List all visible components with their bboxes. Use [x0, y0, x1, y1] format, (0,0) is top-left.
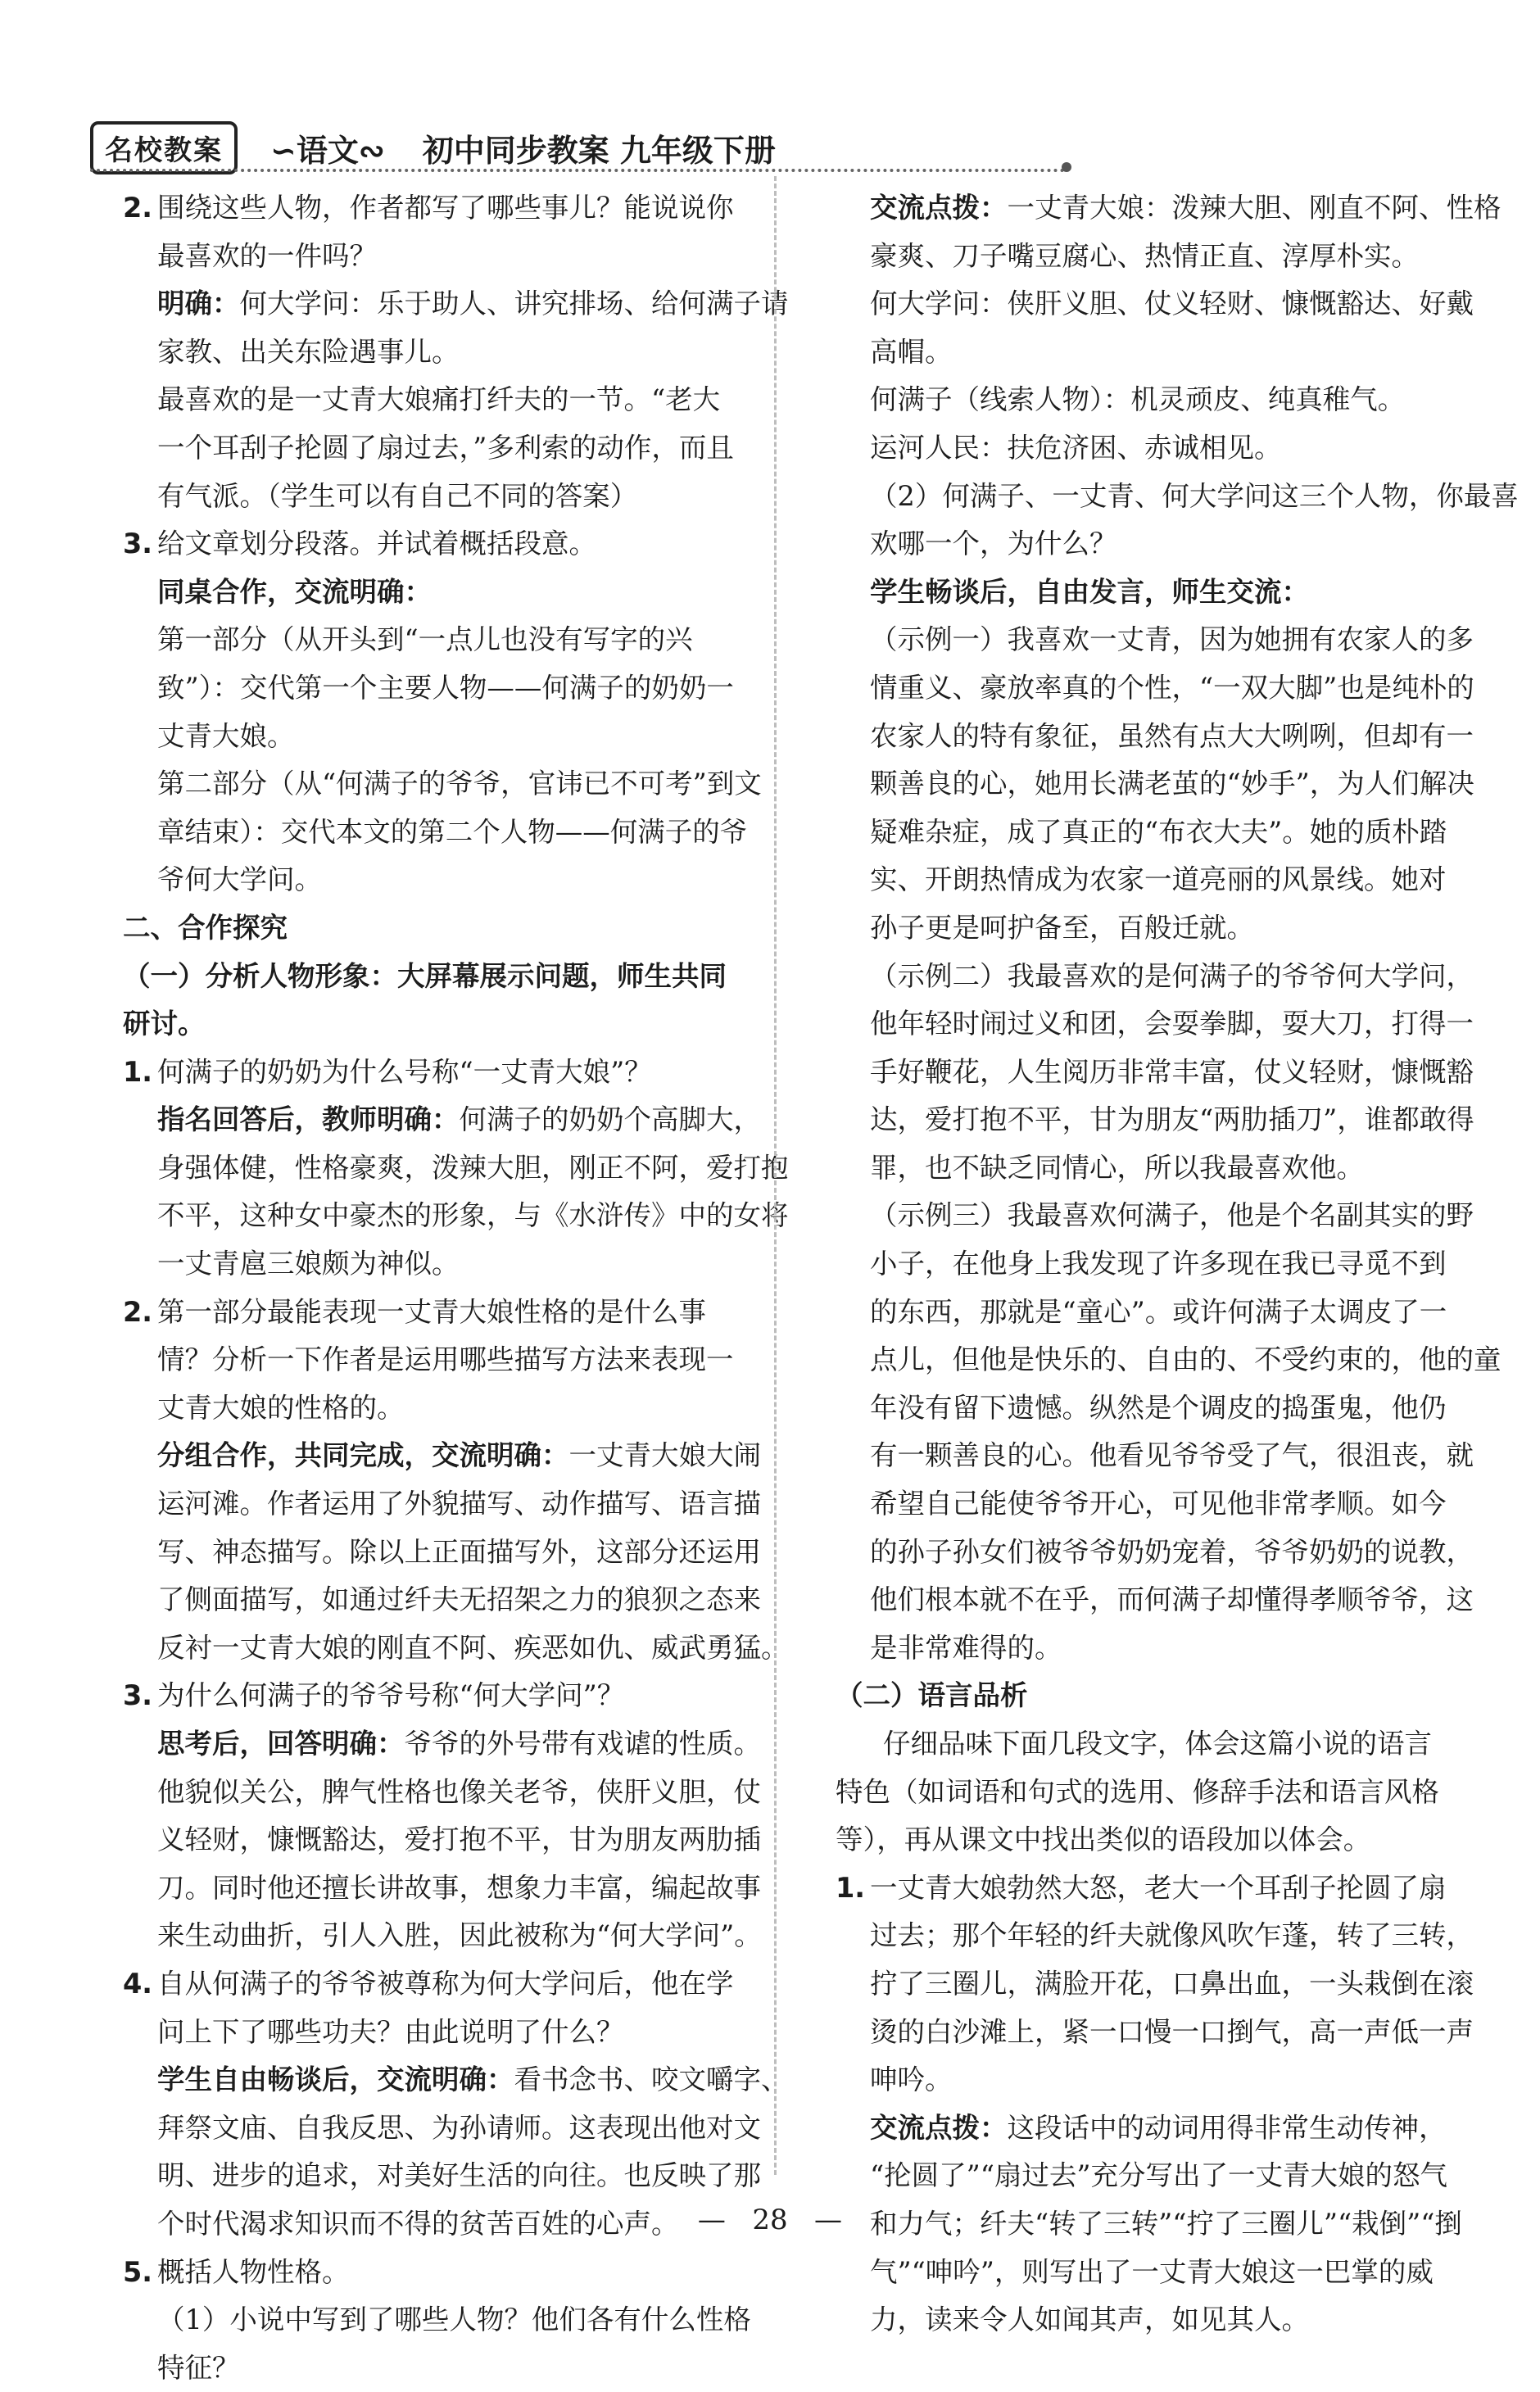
text-line	[836, 1289, 1491, 1337]
text-line	[836, 1384, 1491, 1433]
line-text: 明、进步的追求，对美好生活的向往。也反映了那	[157, 2159, 761, 2192]
section-heading	[123, 904, 778, 953]
text-line	[123, 856, 778, 904]
line-text: 欢哪一个，为什么？	[870, 528, 1117, 560]
text-line	[836, 184, 1502, 233]
text-line	[123, 760, 778, 809]
line-text: 刀。同时他还擅长讲故事，想象力丰富，编起故事	[157, 1871, 761, 1904]
text-line	[123, 2296, 778, 2344]
line-text: （1）小说中写到了哪些人物？他们各有什么性格	[157, 2304, 751, 2336]
text-line	[123, 2056, 789, 2104]
page-number: — 28 —	[697, 2204, 843, 2236]
section-heading	[123, 1000, 778, 1049]
line-text: 颗善良的心，她用长满老茧的“妙手”，为人们解决	[870, 768, 1474, 800]
text-line	[836, 904, 1491, 953]
page-number-value: 28	[752, 2204, 788, 2236]
text-line	[836, 233, 1491, 281]
line-text: 写、神态描写。除以上正面描写外，这部分还运用	[157, 1535, 761, 1568]
text-line	[123, 280, 789, 328]
line-text: 特色（如词语和句式的选用、修辞手法和语言风格	[836, 1775, 1439, 1808]
line-text: 疑难杂症，成了真正的“布衣大夫”。她的质朴踏	[870, 815, 1447, 848]
line-text: 第一部分（从开头到“一点儿也没有写字的兴	[157, 623, 693, 656]
line-text: 身强体健，性格豪爽，泼辣大胆，刚正不阿，爱打抱	[157, 1151, 789, 1184]
text-line	[123, 1192, 789, 1240]
line-text: 拧了三圈儿，满脸开花，口鼻出血，一头栽倒在滚	[870, 1967, 1474, 2000]
text-line	[123, 376, 778, 424]
subject-label: ∽语文∾	[270, 132, 385, 169]
line-text: 这段话中的动词用得非常生动传神，	[1007, 2111, 1447, 2144]
text-line	[836, 664, 1491, 713]
line-text: 是非常难得的。	[870, 1631, 1062, 1664]
line-text: 他貌似关公，脾气性格也像关老爷，侠肝义胆，仗	[157, 1775, 761, 1808]
line-text: 为什么何满子的爷爷号称“何大学问”？	[157, 1679, 625, 1712]
text-line	[836, 1096, 1491, 1144]
text-line	[123, 328, 778, 377]
line-text: 给文章划分段落。并试着概括段意。	[157, 528, 596, 560]
line-text: 自从何满子的爷爷被尊称为何大学问后，他在学	[157, 1967, 734, 2000]
text-line	[836, 1049, 1491, 1097]
section-heading	[836, 1672, 1491, 1720]
line-text: 等），再从课文中找出类似的语段加以体会。	[836, 1823, 1371, 1856]
text-line	[836, 2152, 1491, 2200]
answer-label: 学生自由畅谈后，交流明确：	[157, 2064, 514, 2096]
text-line	[836, 713, 1491, 761]
line-text: 他年轻时闹过义和团，会耍拳脚，耍大刀，打得一	[870, 1008, 1474, 1040]
text-line	[836, 280, 1491, 328]
right-column	[836, 184, 1519, 2344]
question-number: 2.	[123, 192, 153, 224]
line-text: 二、合作探究	[123, 911, 288, 944]
text-line	[123, 1529, 778, 1577]
text-line	[836, 1769, 1491, 1817]
question-line	[123, 1672, 778, 1720]
text-line	[836, 2296, 1491, 2344]
line-text: 第一部分最能表现一丈青大娘性格的是什么事	[157, 1295, 706, 1328]
line-text: 情重义、豪放率真的个性，“一双大脚”也是纯朴的	[870, 671, 1474, 704]
text-line	[123, 1769, 778, 1817]
text-line	[123, 1576, 778, 1624]
text-line	[836, 1432, 1491, 1480]
line-text: 运河滩。作者运用了外貌描写、动作描写、语言描	[157, 1488, 761, 1520]
question-number: 3.	[123, 528, 153, 560]
answer-label: 交流点拨：	[870, 2111, 1008, 2144]
line-text: 罪，也不缺乏同情心，所以我最喜欢他。	[870, 1151, 1364, 1184]
text-line	[836, 953, 1491, 1001]
question-number: 1.	[123, 1055, 153, 1088]
text-line	[123, 1624, 789, 1673]
text-line	[836, 1624, 1491, 1673]
line-text: 概括人物性格。	[157, 2255, 350, 2288]
header-rule-dot	[1062, 162, 1071, 172]
text-line	[123, 1432, 778, 1480]
line-text: 了侧面描写，如通过纤夫无招架之力的狼狈之态来	[157, 1583, 761, 1616]
line-text: 丈青大娘。	[157, 719, 295, 752]
line-text: 一丈青大娘勃然大怒，老大一个耳刮子抡圆了扇	[870, 1871, 1447, 1904]
question-line	[123, 184, 778, 233]
book-title: 初中同步教案 九年级下册	[422, 132, 776, 169]
line-text: （示例一）我喜欢一丈青，因为她拥有农家人的多	[870, 623, 1474, 656]
text-line	[836, 1336, 1502, 1384]
text-line	[836, 520, 1491, 569]
text-line	[836, 1960, 1491, 2009]
line-text: 有气派。（学生可以有自己不同的答案）	[157, 479, 638, 512]
line-text: 不平，这种女中豪杰的形象，与《水浒传》中的女将	[157, 1199, 789, 1232]
line-text: （2）何满子、一丈青、何大学问这三个人物，你最喜	[870, 479, 1519, 512]
answer-label: 思考后，回答明确：	[157, 1728, 405, 1760]
line-text: 有一颗善良的心。他看见爷爷受了气，很沮丧，就	[870, 1439, 1474, 1472]
line-text: 致”）：交代第一个主要人物——何满子的奶奶一	[157, 671, 734, 704]
text-line	[836, 424, 1491, 473]
line-text: 希望自己能使爷爷开心，可见他非常孝顺。如今	[870, 1488, 1447, 1520]
column-divider	[774, 176, 777, 2175]
text-line	[836, 569, 1491, 617]
answer-label: 指名回答后，教师明确：	[157, 1103, 460, 1136]
text-line	[836, 1816, 1491, 1864]
answer-label: 同桌合作，交流明确：	[157, 575, 432, 608]
line-text: 实、开朗热情成为农家一道亮丽的风景线。她对	[870, 863, 1447, 896]
line-text: 围绕这些人物，作者都写了哪些事儿？能说说你	[157, 192, 734, 224]
line-text: 豪爽、刀子嘴豆腐心、热情正直、淳厚朴实。	[870, 239, 1419, 272]
line-text: 的东西，那就是“童心”。或许何满子太调皮了一	[870, 1295, 1447, 1328]
line-text: （示例三）我最喜欢何满子，他是个名副其实的野	[870, 1199, 1474, 1232]
line-text: 和力气；纤夫“转了三转”“拧了三圈儿”“栽倒”“捯	[870, 2207, 1462, 2240]
text-line	[123, 1864, 778, 1913]
line-text: 高帽。	[870, 335, 953, 368]
question-line	[123, 1049, 778, 1097]
answer-label: 明确：	[157, 288, 240, 320]
line-text: 过去；那个年轻的纤夫就像风吹乍蓬，转了三转，	[870, 1919, 1474, 1952]
line-text: 呻吟。	[870, 2064, 953, 2096]
text-line	[123, 1096, 778, 1144]
text-line	[836, 1576, 1491, 1624]
text-line	[123, 664, 778, 713]
line-text: 手好鞭花，人生阅历非常丰富，仗义轻财，慷慨豁	[870, 1055, 1474, 1088]
text-line	[123, 1144, 789, 1193]
text-line	[836, 328, 1491, 377]
text-line	[123, 1480, 778, 1529]
question-line	[123, 1289, 778, 1337]
question-number: 3.	[123, 1679, 153, 1712]
line-text: 家教、出关东险遇事儿。	[157, 335, 460, 368]
line-text: 烫的白沙滩上，紧一口慢一口捯气，高一声低一声	[870, 2015, 1474, 2048]
line-text: 何大学问：乐于助人、讲究排场、给何满子请	[239, 288, 789, 320]
line-text: 章结束）：交代本文的第二个人物——何满子的爷	[157, 815, 748, 848]
section-heading	[123, 953, 778, 1001]
line-text: 运河人民：扶危济困、赤诚相见。	[870, 431, 1282, 464]
text-line	[836, 2009, 1491, 2057]
line-text: 最喜欢的是一丈青大娘痛打纤夫的一节。“老大	[157, 383, 721, 416]
text-line	[123, 473, 778, 521]
text-line	[836, 1720, 1491, 1769]
line-text: 特征？	[157, 2351, 240, 2384]
text-line	[836, 473, 1519, 521]
text-line	[836, 1144, 1491, 1193]
line-text: 第二部分（从“何满子的爷爷，官讳已不可考”到文	[157, 768, 762, 800]
question-number: 1.	[836, 1871, 866, 1904]
text-line	[123, 1816, 778, 1864]
line-text: 情？分析一下作者是运用哪些描写方法来表现一	[157, 1343, 734, 1376]
text-line	[123, 616, 778, 664]
line-text: 最喜欢的一件吗？	[157, 239, 377, 272]
text-line	[836, 2056, 1491, 2104]
text-line	[836, 616, 1491, 664]
question-line	[123, 2249, 778, 2297]
line-text: 问上下了哪些功夫？由此说明了什么？	[157, 2015, 624, 2048]
line-text: 爷何大学问。	[157, 863, 322, 896]
line-text: （一）分析人物形象：大屏幕展示问题，师生共同	[123, 959, 727, 992]
text-line	[123, 2009, 778, 2057]
text-line	[836, 1912, 1491, 1960]
header-rule	[90, 169, 1065, 172]
text-line	[123, 1336, 778, 1384]
line-text: 农家人的特有象征，虽然有点大大咧咧，但却有一	[870, 719, 1474, 752]
line-text: “抡圆了”“扇过去”充分写出了一丈青大娘的怒气	[870, 2159, 1448, 2192]
text-line	[123, 1912, 778, 1960]
line-text: 何满子的奶奶为什么号称“一丈青大娘”？	[157, 1055, 652, 1088]
line-text: 何满子的奶奶个高脚大，	[459, 1103, 761, 1136]
answer-label: 交流点拨：	[870, 192, 1008, 224]
text-line	[836, 1529, 1491, 1577]
text-line	[123, 2152, 778, 2200]
line-text: 一丈青大娘大闹	[568, 1439, 761, 1472]
text-line	[123, 233, 778, 281]
left-column	[123, 184, 789, 2392]
line-text: （二）语言品析	[836, 1679, 1028, 1712]
text-line	[123, 424, 778, 473]
line-text: 反衬一丈青大娘的刚直不阿、疾恶如仇、威武勇猛。	[157, 1631, 789, 1664]
text-line	[836, 1000, 1491, 1049]
line-text: 拜祭文庙、自我反思、为孙请师。这表现出他对文	[157, 2111, 761, 2144]
line-text: 一个耳刮子抡圆了扇过去，”多利索的动作，而且	[157, 431, 734, 464]
line-text: 力，读来令人如闻其声，如见其人。	[870, 2304, 1309, 2336]
text-line	[123, 569, 778, 617]
line-text: 点儿，但他是快乐的、自由的、不受约束的，他的童	[870, 1343, 1502, 1376]
answer-label: 分组合作，共同完成，交流明确：	[157, 1439, 569, 1472]
line-text: 气”“呻吟”，则写出了一丈青大娘这一巴掌的威	[870, 2255, 1434, 2288]
line-text: 仔细品味下面几段文字，体会这篇小说的语言	[883, 1728, 1432, 1760]
line-text: 个时代渴求知识而不得的贫苦百姓的心声。	[157, 2207, 679, 2240]
series-logo: 名校教案	[90, 121, 238, 174]
text-line	[836, 1192, 1491, 1240]
line-text: 看书念书、咬文嚼字、	[514, 2064, 789, 2096]
text-line	[123, 1384, 778, 1433]
line-text: 研讨。	[123, 1008, 206, 1040]
text-line	[123, 2104, 778, 2153]
text-line	[836, 2249, 1491, 2297]
text-line	[836, 809, 1491, 857]
line-text: 小子，在他身上我发现了许多现在我已寻觅不到	[870, 1248, 1447, 1280]
question-line	[123, 520, 778, 569]
question-line	[123, 1960, 778, 2009]
question-number: 5.	[123, 2255, 153, 2288]
text-line	[123, 713, 778, 761]
text-line	[123, 1720, 778, 1769]
line-text: 年没有留下遗憾。纵然是个调皮的捣蛋鬼，他仍	[870, 1391, 1447, 1424]
line-text: 何大学问：侠肝义胆、仗义轻财、慷慨豁达、好戴	[870, 288, 1474, 320]
line-text: 一丈青大娘：泼辣大胆、刚直不阿、性格	[1007, 192, 1502, 224]
line-text: 达，爱打抱不平，甘为朋友“两肋插刀”，谁都敢得	[870, 1103, 1474, 1136]
question-number: 2.	[123, 1295, 153, 1328]
text-line	[836, 376, 1491, 424]
line-text: 丈青大娘的性格的。	[157, 1391, 405, 1424]
text-line	[836, 760, 1491, 809]
line-text: 他们根本就不在乎，而何满子却懂得孝顺爷爷，这	[870, 1583, 1474, 1616]
line-text: 来生动曲折，引人入胜，因此被称为“何大学问”。	[157, 1919, 762, 1952]
line-text: 爷爷的外号带有戏谑的性质。	[404, 1728, 761, 1760]
text-line	[123, 2344, 778, 2392]
line-text: 义轻财，慷慨豁达，爱打抱不平，甘为朋友两肋插	[157, 1823, 761, 1856]
line-text: 何满子（线索人物）：机灵顽皮、纯真稚气。	[870, 383, 1406, 416]
text-line	[123, 809, 778, 857]
text-line	[123, 1240, 778, 1289]
answer-label: 学生畅谈后，自由发言，师生交流：	[870, 575, 1309, 608]
text-line	[836, 2104, 1491, 2153]
line-text: （示例二）我最喜欢的是何满子的爷爷何大学问，	[870, 959, 1474, 992]
line-text: 孙子更是呵护备至，百般迁就。	[870, 911, 1254, 944]
question-number: 4.	[123, 1967, 153, 2000]
page-header	[90, 123, 1073, 172]
question-line	[836, 1864, 1491, 1913]
text-line	[836, 856, 1491, 904]
line-text: 一丈青扈三娘颇为神似。	[157, 1248, 460, 1280]
line-text: 的孙子孙女们被爷爷奶奶宠着，爷爷奶奶的说教，	[870, 1535, 1474, 1568]
text-line	[836, 1480, 1491, 1529]
text-line	[836, 1240, 1491, 1289]
